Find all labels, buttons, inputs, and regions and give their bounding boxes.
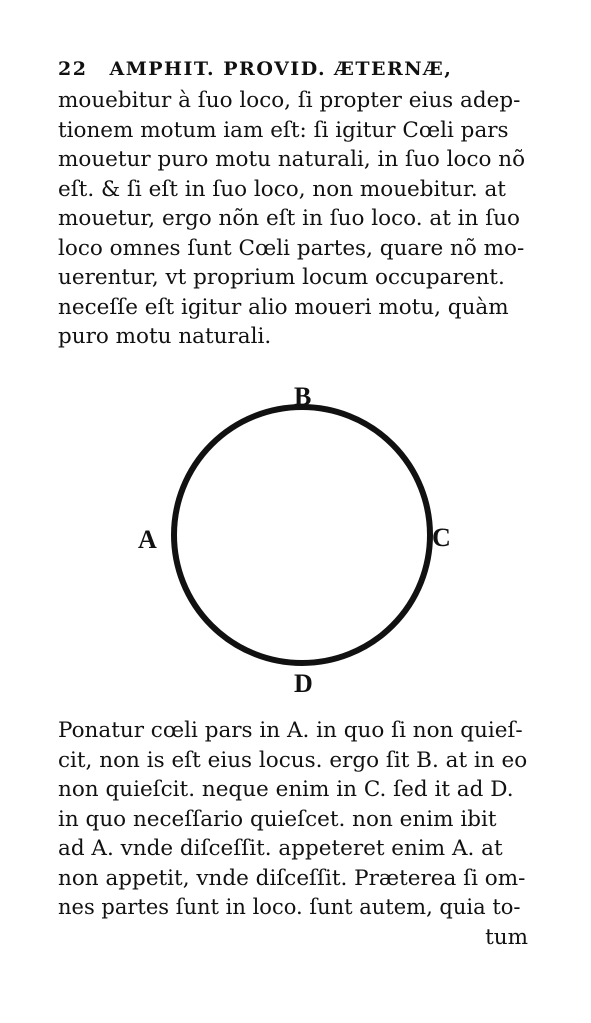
text-line: puro motu naturali.	[58, 324, 272, 349]
text-line: neceſſe eſt igitur alio moueri motu, quàm	[58, 294, 509, 320]
text-line: tionem motum iam eſt: ſi igitur Cœli pars	[58, 117, 509, 143]
running-title: AMPHIT. PROVID. ÆTERNÆ,	[109, 58, 453, 80]
text-line: non quieſcit. neque enim in C. ſed it ad D.	[58, 777, 514, 802]
text-line: cit, non is eſt eius locus. ergo ſit B. at in eo	[58, 747, 528, 773]
text-line: mouetur, ergo nõn eſt in ſuo loco. at in ſuo	[58, 206, 520, 231]
text-line: non appetit, vnde diſceſſit. Præterea ſi om-	[58, 865, 526, 891]
paragraph-top	[58, 86, 528, 352]
label-b: B	[294, 382, 312, 411]
label-d: D	[294, 669, 313, 698]
label-c: C	[432, 523, 451, 552]
text-line: in quo neceſſario quieſcet. non enim ibit	[58, 806, 497, 832]
page-number: 22	[58, 58, 88, 80]
text-line: Ponatur cœli pars in A. in quo ſi non quieſ-	[58, 718, 523, 743]
paragraph-bottom	[58, 716, 528, 952]
circle-diagram-svg	[130, 380, 460, 700]
label-a: A	[138, 525, 157, 554]
text-line: ad A. vnde diſceſſit. appeteret enim A. at	[58, 836, 503, 861]
circle-diagram	[130, 380, 460, 700]
catchword: tum	[485, 924, 528, 950]
text-line: mouebitur à ſuo loco, ſi propter eius adep-	[58, 88, 521, 113]
text-line: uerentur, vt proprium locum occuparent.	[58, 265, 505, 290]
text-line: eſt. & ſi eſt in ſuo loco, non mouebitur. at	[58, 176, 506, 202]
circle-outline	[174, 407, 430, 663]
text-line: mouetur puro motu naturali, in ſuo loco nõ	[58, 147, 526, 172]
text-line: nes partes ſunt in loco. ſunt autem, quia to-	[58, 895, 521, 919]
running-header	[58, 58, 452, 80]
text-line: loco omnes ſunt Cœli partes, quare nõ mo-	[58, 235, 525, 261]
